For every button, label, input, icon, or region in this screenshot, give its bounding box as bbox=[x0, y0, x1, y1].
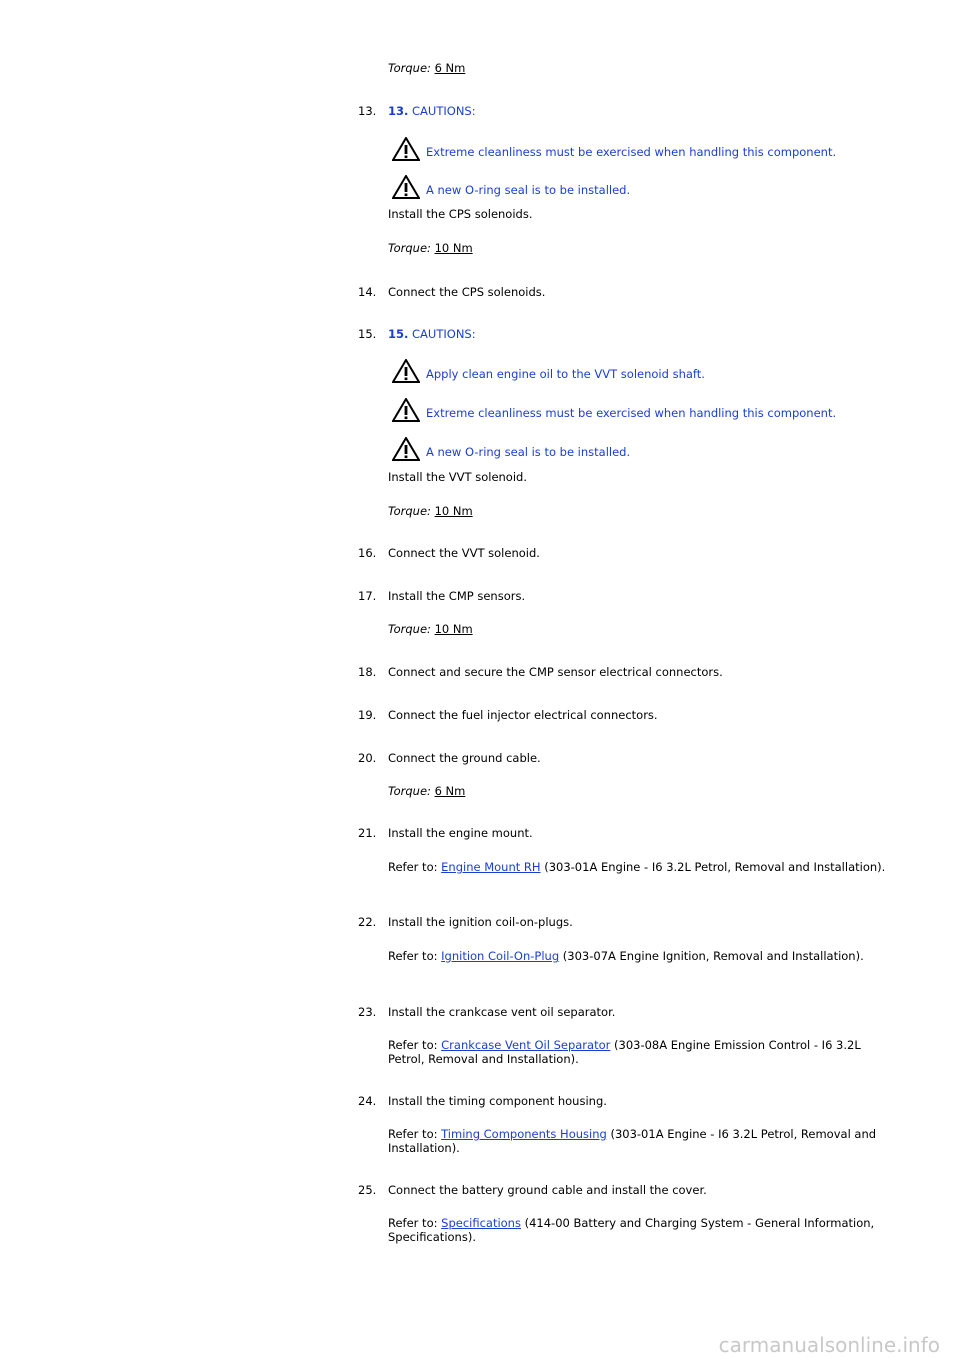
step-number: 25. bbox=[358, 1183, 377, 1197]
step-text: Connect the fuel injector electrical connectors. bbox=[388, 708, 658, 722]
warning-icon bbox=[392, 359, 420, 383]
torque-value: 10 Nm bbox=[434, 241, 473, 255]
step-number: 18. bbox=[358, 665, 377, 679]
step-number: 19. bbox=[358, 708, 377, 722]
watermark: carmanualsonline.info bbox=[718, 1333, 940, 1357]
step-number: 20. bbox=[358, 751, 377, 765]
step-number: 17. bbox=[358, 589, 377, 603]
caution-heading: 13. CAUTIONS: bbox=[388, 104, 476, 118]
torque-line: Torque: 10 Nm bbox=[388, 504, 473, 518]
torque-value: 6 Nm bbox=[434, 61, 466, 75]
step-text: Install the VVT solenoid. bbox=[388, 470, 527, 484]
torque-value: 10 Nm bbox=[434, 622, 473, 636]
reference-line: Refer to: Ignition Coil-On-Plug (303-07A Engine Ignition, Removal and Installation). bbox=[388, 949, 864, 963]
reference-link-timing-housing[interactable]: Timing Components Housing bbox=[441, 1127, 607, 1141]
reference-link-ignition-coil[interactable]: Ignition Coil-On-Plug bbox=[441, 949, 560, 963]
step-number: 23. bbox=[358, 1005, 377, 1019]
reference-link-crankcase-vent[interactable]: Crankcase Vent Oil Separator bbox=[441, 1038, 611, 1052]
step-text: Install the engine mount. bbox=[388, 826, 533, 840]
step-text: Connect and secure the CMP sensor electrical connectors. bbox=[388, 665, 723, 679]
torque-line: Torque: 10 Nm bbox=[388, 241, 473, 255]
manual-page: Torque: 6 Nm 13. 13. CAUTIONS: Extreme cleanliness must be exercised when handling this component. A new O-ring seal is to be installed. Install the CPS solenoids. Torque: 10 Nm 14. Connect the CPS solenoids. 15. 15. CAUTIONS: Apply clean engine oil to the VVT solenoid shaft. Extreme cleanliness must be exercised when handling this component. A new O-ring seal is to be installed. Install the VVT solenoid. Torque: 10 Nm 16. Connect the VVT solenoid. 17. Install the CMP sensors. Torque: 10 Nm 18. Connect and secure the CMP sensor electrical connectors. 19. Connect the fuel injector electrical connectors. 20. Connect the ground cable. Torque: 6 Nm 21. Install the engine mount. Refer to: Engine Mount RH (303-01A Engine - I6 3.2L Petrol, Removal and Installation). 22. Install the ignition coil-on-plugs. Refer to: Ignition Coil-On-Plug (303-07A Engine Ignition, Removal and Installation). 23. Install the crankcase vent oil separator. Refer to: Crankcase Vent Oil Separator (303-08A Engine Emission Control - I6 3.2L Petrol, Removal and Installation). 24. Install the timing component housing. Refer to: Timing Components Housing (303-01A Engine - I6 3.2L Petrol, Removal and Installation). 25. Connect the battery ground cable and install the cover. Refer to: Specifications (414-00 Battery and Charging System - General Information, Specifications). carmanualsonline.info bbox=[358, 61, 940, 1357]
step-text: Install the timing component housing. bbox=[388, 1094, 607, 1108]
reference-line: Refer to: Timing Components Housing (303-01A Engine - I6 3.2L Petrol, Removal and Installation). bbox=[388, 1127, 877, 1155]
step-number: 21. bbox=[358, 826, 377, 840]
step-number: 13. bbox=[358, 104, 377, 118]
torque-line: Torque: 6 Nm bbox=[388, 784, 466, 798]
torque-value: 10 Nm bbox=[434, 504, 473, 518]
step-number: 16. bbox=[358, 546, 377, 560]
torque-line: Torque: 10 Nm bbox=[388, 622, 473, 636]
warning-icon bbox=[392, 175, 420, 199]
step-number: 22. bbox=[358, 915, 377, 929]
step-text: Install the CPS solenoids. bbox=[388, 207, 533, 221]
reference-line: Refer to: Crankcase Vent Oil Separator (303-08A Engine Emission Control - I6 3.2L Petrol, Removal and Installation). bbox=[388, 1038, 861, 1066]
step-text: Connect the VVT solenoid. bbox=[388, 546, 540, 560]
step-number: 24. bbox=[358, 1094, 377, 1108]
step-number: 15. bbox=[358, 327, 377, 341]
reference-line: Refer to: Engine Mount RH (303-01A Engine - I6 3.2L Petrol, Removal and Installation). bbox=[388, 860, 886, 874]
step-text: Install the crankcase vent oil separator. bbox=[388, 1005, 616, 1019]
torque-value: 6 Nm bbox=[434, 784, 466, 798]
warning-icon bbox=[392, 398, 420, 422]
warning-icon bbox=[392, 437, 420, 461]
torque-line: Torque: 6 Nm bbox=[388, 61, 466, 75]
step-text: Connect the battery ground cable and install the cover. bbox=[388, 1183, 707, 1197]
step-number: 14. bbox=[358, 285, 377, 299]
caution-heading: 15. CAUTIONS: bbox=[388, 327, 476, 341]
reference-line: Refer to: Specifications (414-00 Battery and Charging System - General Information, Specifications). bbox=[388, 1216, 875, 1244]
step-text: Install the CMP sensors. bbox=[388, 589, 526, 603]
step-text: Connect the ground cable. bbox=[388, 751, 541, 765]
reference-link-engine-mount[interactable]: Engine Mount RH bbox=[441, 860, 541, 874]
reference-link-specifications[interactable]: Specifications bbox=[441, 1216, 521, 1230]
step-text: Install the ignition coil-on-plugs. bbox=[388, 915, 573, 929]
step-text: Connect the CPS solenoids. bbox=[388, 285, 546, 299]
warning-icon bbox=[392, 137, 420, 161]
